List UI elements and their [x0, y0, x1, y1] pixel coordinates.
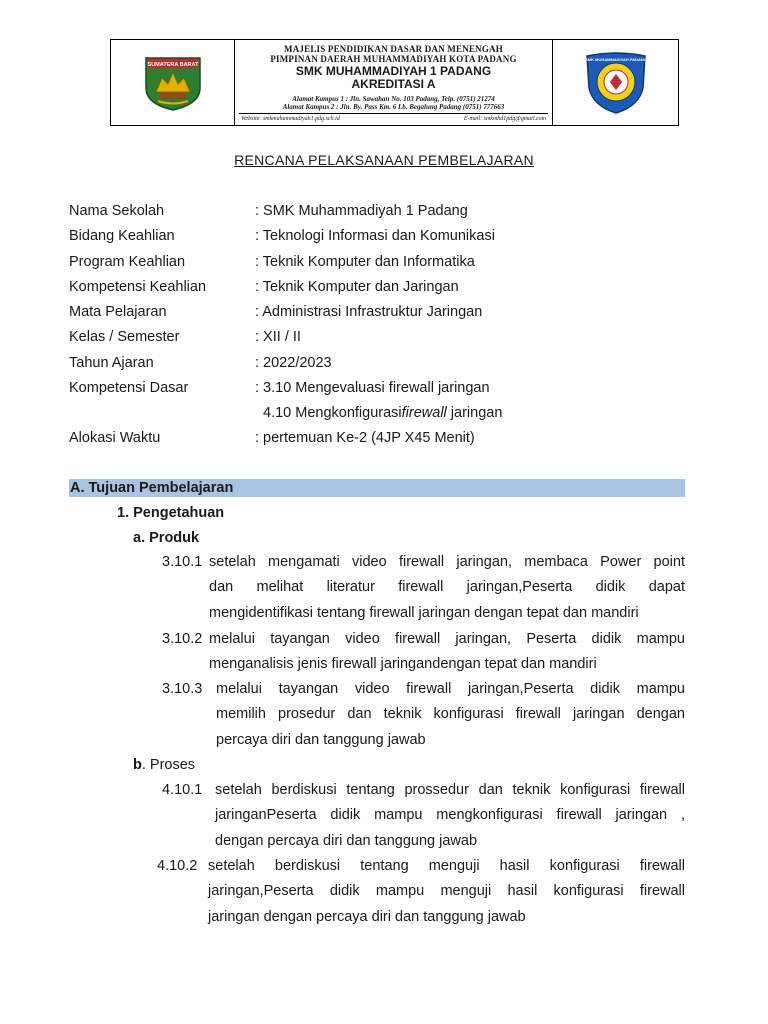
info-label: Program Keahlian: [69, 254, 186, 270]
info-row-basic-competency-cont: [263, 404, 502, 422]
school-emblem-icon: [581, 50, 651, 116]
objective-line: setelah berdiskusi tentang menguji hasil konfigurasi firewall: [208, 858, 685, 874]
objective-line: melalui tayangan video firewall jaringan,Peserta didik mampu: [216, 681, 685, 697]
info-label: Alokasi Waktu: [69, 430, 161, 446]
regional-leadership: PIMPINAN DAERAH MUHAMMADIYAH KOTA PADANG: [270, 54, 517, 64]
info-row-subject: [69, 303, 482, 321]
info-row-competency: [69, 278, 459, 296]
info-value: : 2022/2023: [255, 355, 332, 371]
info-label: Nama Sekolah: [69, 203, 165, 219]
objective-line: memilih prosedur dan teknik konfigurasi firewall jaringan dengan: [216, 706, 685, 723]
objective-line: dan melihat literatur firewall jaringan,Peserta didik dapat: [209, 579, 685, 596]
email-text: E-mail: smkmhd1pdg@gmail.com: [463, 116, 546, 122]
objective-line: jaringan dengan percaya diri dan tanggung jawab: [208, 908, 526, 925]
objective-line: mengidentifikasi tentang firewall jaringan dengan tepat dan mandiri: [209, 604, 639, 621]
info-label: Kelas / Semester: [69, 329, 180, 345]
svg-text:SMK MUHAMMADIYAH PADANG: SMK MUHAMMADIYAH PADANG: [584, 56, 647, 62]
sumatera-barat-logo-icon: [142, 54, 204, 112]
objective-number: 3.10.3: [162, 681, 203, 697]
objective-number: 3.10.1: [162, 554, 203, 570]
info-row-field: [69, 227, 495, 245]
contact-line: [241, 116, 546, 122]
school-name: SMK MUHAMMADIYAH 1 PADANG: [295, 64, 492, 78]
info-value-italic: firewall: [401, 405, 447, 421]
info-label: Tahun Ajaran: [69, 355, 154, 371]
accreditation: AKREDITASI A: [351, 77, 436, 91]
info-row-basic-competency: [69, 379, 490, 397]
info-value: : SMK Muhammadiyah 1 Padang: [255, 203, 468, 219]
info-row-school: [69, 202, 468, 220]
info-value: 4.10 Mengkonfigurasi: [263, 405, 402, 421]
subsection-product: a. Produk: [133, 530, 200, 546]
website-text: Website: smkmuhammadiyah1.pdg.sch.id: [241, 116, 340, 122]
info-row-class: [69, 328, 301, 346]
subsection-process: b. Proses: [133, 757, 196, 773]
info-value: : XII / II: [255, 329, 301, 345]
info-value: : pertemuan Ke-2 (4JP X45 Menit): [255, 430, 475, 446]
address-campus-2: Alamat Kampus 2 : Jln. By. Pass Km. 6 Lb. Begalung Padang (0751) 777663: [282, 103, 505, 111]
council-name: MAJELIS PENDIDIKAN DASAR DAN MENENGAH: [284, 44, 503, 54]
letterhead: [110, 39, 679, 126]
objective-line: percaya diri dan tanggung jawab: [216, 731, 426, 748]
document-title: RENCANA PELAKSANAAN PEMBELAJARAN: [234, 152, 534, 168]
info-value: : 3.10 Mengevaluasi firewall jaringan: [255, 380, 490, 396]
objective-line: menganalisis jenis firewall jaringandengan tepat dan mandiri: [209, 656, 597, 673]
left-logo-cell: [111, 40, 235, 125]
info-value: : Administrasi Infrastruktur Jaringan: [255, 304, 483, 320]
right-logo-cell: [553, 40, 678, 125]
objective-line: jaringanPeserta didik mampu mengkonfigurasi firewall jaringan ,: [215, 807, 685, 824]
objective-line: dengan percaya diri dan tanggung jawab: [215, 832, 478, 849]
address-campus-1: Alamat Kampus 1 : Jln. Sawahan No. 103 Padang, Telp. (0751) 21274: [292, 95, 495, 103]
objective-number: 4.10.1: [162, 782, 203, 798]
svg-text:SUMATERA BARAT: SUMATERA BARAT: [147, 61, 198, 68]
info-value: : Teknik Komputer dan Informatika: [255, 254, 475, 270]
objective-line: setelah berdiskusi tentang prossedur dan teknik konfigurasi firewall: [215, 782, 685, 798]
subsection-knowledge: 1. Pengetahuan: [117, 505, 225, 521]
info-row-program: [69, 253, 475, 271]
info-value: : Teknik Komputer dan Jaringan: [255, 279, 459, 295]
info-label: Kompetensi Dasar: [69, 380, 189, 396]
letterhead-text: [235, 40, 553, 125]
objective-line: melalui tayangan video firewall jaringan, Peserta didik mampu: [209, 631, 685, 647]
info-row-year: [69, 354, 332, 372]
info-row-time: [69, 429, 475, 447]
info-label: Mata Pelajaran: [69, 304, 167, 320]
objective-number: 3.10.2: [162, 631, 203, 647]
objective-line: jaringan,Peserta didik mampu menguji hasil konfigurasi firewall: [208, 883, 685, 900]
objective-number: 4.10.2: [157, 858, 198, 874]
section-heading-objectives: A. Tujuan Pembelajaran: [69, 479, 685, 497]
letterhead-rule: [239, 113, 548, 114]
info-value: : Teknologi Informasi dan Komunikasi: [255, 228, 495, 244]
info-label: Kompetensi Keahlian: [69, 279, 207, 295]
objective-line: setelah mengamati video firewall jaringan, membaca Power point: [209, 554, 685, 570]
info-value: jaringan: [446, 405, 503, 421]
info-label: Bidang Keahlian: [69, 228, 175, 244]
